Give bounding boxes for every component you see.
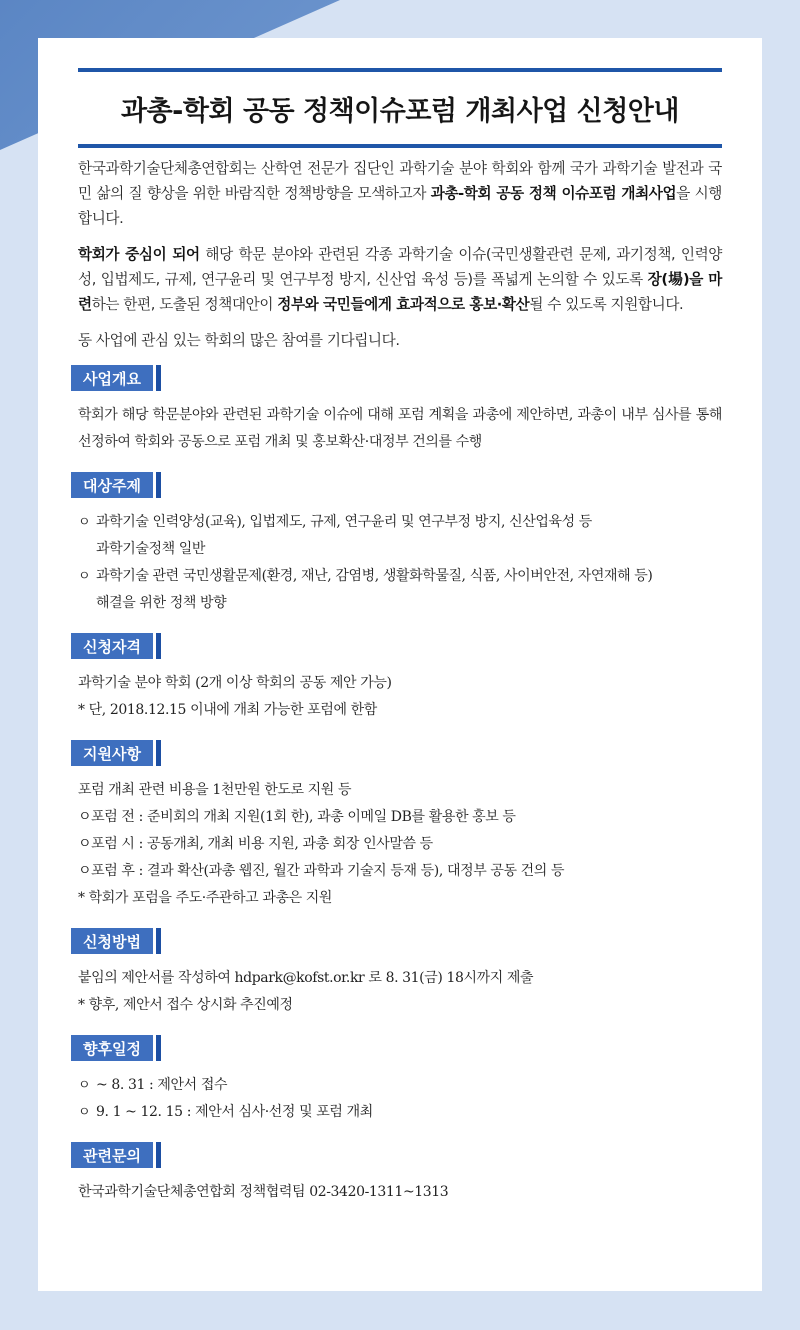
section-eligibility bbox=[78, 633, 722, 728]
section-method bbox=[78, 928, 722, 1023]
method-note: * 향후, 제안서 접수 상시화 추진예정 bbox=[78, 997, 293, 1013]
list-item: ㅇ 과학기술 관련 국민생활문제(환경, 재난, 감염병, 생활화학물질, 식품, 사이버안전, 자연재해 등) 해결을 위한 정책 방향 bbox=[78, 563, 722, 617]
support-after: ㅇ포럼 후 : 결과 확산(과총 웹진, 월간 과학과 기술지 등재 등), 대정부 공동 건의 등 bbox=[78, 863, 565, 879]
section-support bbox=[78, 740, 722, 916]
support-note: * 학회가 포럼을 주도·주관하고 과총은 지원 bbox=[78, 890, 333, 906]
intro-paragraph-2: 학회가 중심이 되어 해당 학문 분야와 관련된 각종 과학기술 이슈(국민생활관련 문제, 과기정책, 인력양성, 입법제도, 규제, 연구윤리 및 연구부정 방지, 신산업 육성 등)를 폭넓게 논의할 수 있도록 장(場)을 마련하는 한편, 도출된 정책대안이 정부와 국민들에게 효과적으로 홍보·확산될 수 있도록 지원합니다. bbox=[78, 246, 722, 313]
bullet-icon: ㅇ bbox=[78, 1078, 91, 1093]
eligibility-line: 과학기술 분야 학회 (2개 이상 학회의 공동 제안 가능) bbox=[78, 675, 392, 691]
notice-card bbox=[38, 38, 762, 1291]
notice-content bbox=[78, 156, 722, 1210]
list-item: ㅇ 9. 1 ~ 12. 15 : 제안서 심사·선정 및 포럼 개최 bbox=[78, 1099, 722, 1126]
intro bbox=[78, 156, 722, 353]
section-contact bbox=[78, 1142, 722, 1210]
support-line: 포럼 개최 관련 비용을 1천만원 한도로 지원 등 bbox=[78, 782, 352, 798]
bullet-icon: ㅇ bbox=[78, 515, 91, 530]
section-heading-support: 지원사항 bbox=[71, 740, 153, 766]
section-heading-eligibility: 신청자격 bbox=[71, 633, 153, 659]
section-heading-topics: 대상주제 bbox=[71, 472, 153, 498]
section-heading-method: 신청방법 bbox=[71, 928, 153, 954]
eligibility-note: * 단, 2018.12.15 이내에 개최 가능한 포럼에 한함 bbox=[78, 702, 377, 718]
contact-line: 한국과학기술단체총연합회 정책협력팀 02-3420-1311~1313 bbox=[78, 1184, 449, 1200]
support-during: ㅇ포럼 시 : 공동개최, 개최 비용 지원, 과총 회장 인사말씀 등 bbox=[78, 836, 433, 852]
section-heading-overview: 사업개요 bbox=[71, 365, 153, 391]
title-bar bbox=[78, 68, 722, 148]
section-overview bbox=[78, 365, 722, 460]
page-title: 과총-학회 공동 정책이슈포럼 개최사업 신청안내 bbox=[121, 95, 679, 127]
list-item: ㅇ ~ 8. 31 : 제안서 접수 bbox=[78, 1072, 722, 1099]
overview-text: 학회가 해당 학문분야와 관련된 과학기술 이슈에 대해 포럼 계획을 과총에 제안하면, 과총이 내부 심사를 통해 선정하여 학회와 공동으로 포럼 개최 및 홍보확산·대정부 건의를 수행 bbox=[78, 407, 722, 450]
support-before: ㅇ포럼 전 : 준비회의 개최 지원(1회 한), 과총 이메일 DB를 활용한 홍보 등 bbox=[78, 809, 516, 825]
intro-paragraph-1: 한국과학기술단체총연합회는 산학연 전문가 집단인 과학기술 분야 학회와 함께 국가 과학기술 발전과 국민 삶의 질 향상을 위한 바람직한 정책방향을 모색하고자 과총-학회 공동 정책 이슈포럼 개최사업을 시행합니다. bbox=[78, 160, 722, 227]
bullet-icon: ㅇ bbox=[78, 1105, 91, 1120]
section-schedule bbox=[78, 1035, 722, 1130]
bullet-icon: ㅇ bbox=[78, 569, 91, 584]
section-heading-schedule: 향후일정 bbox=[71, 1035, 153, 1061]
list-item: ㅇ 과학기술 인력양성(교육), 입법제도, 규제, 연구윤리 및 연구부정 방지, 신산업육성 등 과학기술정책 일반 bbox=[78, 509, 722, 563]
method-line: 붙임의 제안서를 작성하여 hdpark@kofst.or.kr 로 8. 31(금) 18시까지 제출 bbox=[78, 970, 534, 986]
section-topics bbox=[78, 472, 722, 621]
intro-paragraph-3: 동 사업에 관심 있는 학회의 많은 참여를 기다립니다. bbox=[78, 332, 400, 349]
section-heading-contact: 관련문의 bbox=[71, 1142, 153, 1168]
